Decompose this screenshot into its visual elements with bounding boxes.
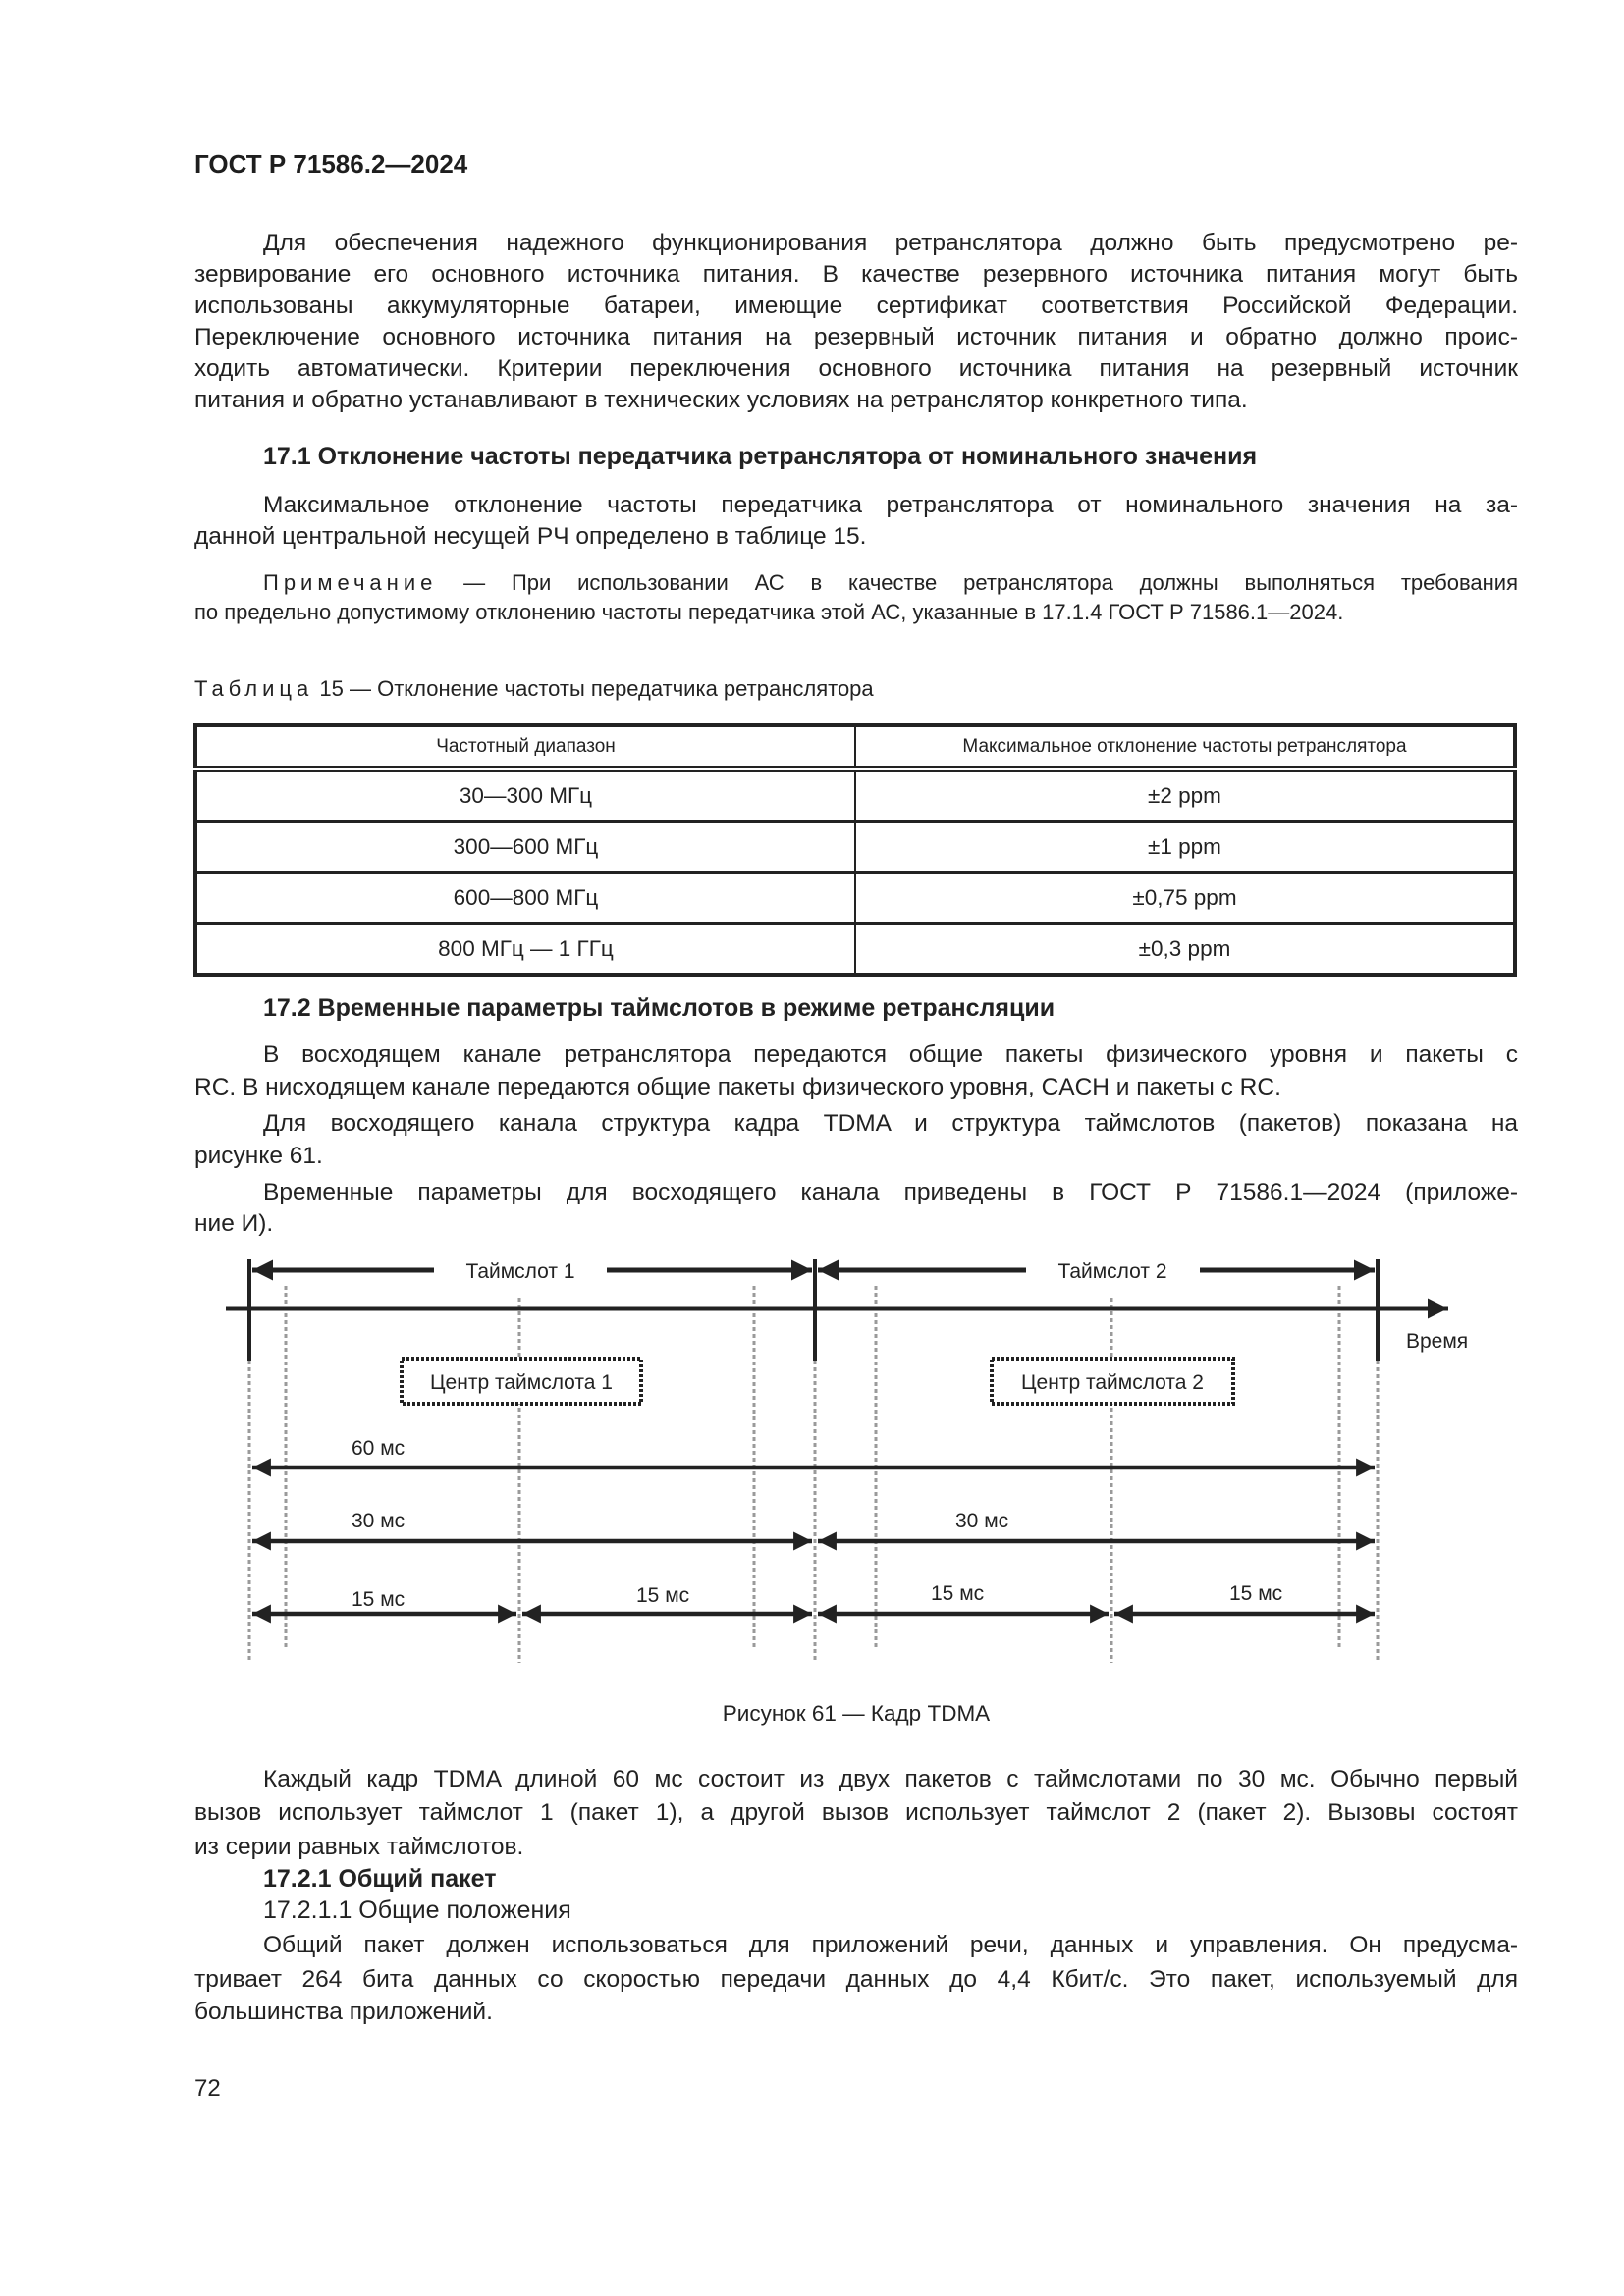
timeslot2-label: Таймслот 2 bbox=[1057, 1260, 1167, 1283]
paragraph-line: вызов использует таймслот 1 (пакет 1), а другой вызов использует таймслот 2 (пакет 2). Вызовы состоят bbox=[194, 1799, 1518, 1826]
figure-caption: Рисунок 61 — Кадр TDMA bbox=[722, 1701, 991, 1726]
paragraph-line: рисунке 61. bbox=[194, 1143, 323, 1169]
subsection-heading-17-2-1-1: 17.2.1.1 Общие положения bbox=[263, 1896, 571, 1924]
paragraph-line: зервирование его основного источника питания. В качестве резервного источника питания могут быть bbox=[194, 261, 1518, 288]
table-cell: 30—300 МГц bbox=[195, 769, 855, 822]
paragraph-line: из серии равных таймслотов. bbox=[194, 1834, 524, 1860]
section-heading-17-1: 17.1 Отклонение частоты передатчика ретранслятора от номинального значения bbox=[263, 443, 1258, 470]
center1-label: Центр таймслота 1 bbox=[430, 1371, 613, 1394]
paragraph-line: тривает 264 бита данных со скоростью передачи данных до 4,4 Кбит/с. Это пакет, используемый для bbox=[194, 1966, 1518, 1993]
column-header: Максимальное отклонение частоты ретранслятора bbox=[855, 725, 1515, 769]
slot1-30ms-label: 30 мс bbox=[352, 1510, 406, 1532]
paragraph-line: Максимальное отклонение частоты передатчика ретранслятора от номинального значения на за- bbox=[263, 492, 1518, 518]
page-number: 72 bbox=[194, 2075, 221, 2102]
table-cell: 800 МГц — 1 ГГц bbox=[195, 924, 855, 976]
document-id-header: ГОСТ Р 71586.2—2024 bbox=[194, 149, 468, 179]
slot2-30ms-label: 30 мс bbox=[955, 1510, 1009, 1532]
note-line: по предельно допустимому отклонению частоты передатчика этой АС, указанные в 17.1.4 ГОСТ Р 71586.1—2024. bbox=[194, 600, 1344, 624]
center2-label: Центр таймслота 2 bbox=[1021, 1371, 1204, 1394]
table-cell: ±0,3 ppm bbox=[855, 924, 1515, 976]
paragraph-line: Общий пакет должен использоваться для приложений речи, данных и управления. Он предусма- bbox=[263, 1932, 1518, 1958]
subsection-heading-17-2-1: 17.2.1 Общий пакет bbox=[263, 1865, 497, 1893]
quarter2-15ms-label: 15 мс bbox=[636, 1584, 690, 1607]
table-cell: 600—800 МГц bbox=[195, 873, 855, 924]
timeslot1-label: Таймслот 1 bbox=[465, 1260, 575, 1283]
quarter4-15ms-label: 15 мс bbox=[1229, 1582, 1283, 1605]
paragraph-line: ние И). bbox=[194, 1210, 274, 1237]
paragraph-line: использованы аккумуляторные батареи, имеющие сертификат соответствия Российской Федерации. bbox=[194, 293, 1518, 319]
quarter3-15ms-label: 15 мс bbox=[931, 1582, 985, 1605]
table-caption-text: 15 — Отклонение частоты передатчика ретранслятора bbox=[319, 676, 874, 701]
paragraph-line: Переключение основного источника питания на резервный источник питания и обратно должно проис- bbox=[194, 324, 1518, 350]
table-cell: 300—600 МГц bbox=[195, 822, 855, 873]
section-heading-17-2: 17.2 Временные параметры таймслотов в режиме ретрансляции bbox=[263, 994, 1056, 1022]
table-cell: ±2 ppm bbox=[855, 769, 1515, 822]
paragraph-line: большинства приложений. bbox=[194, 1999, 493, 2025]
table-caption-label: Таблица bbox=[194, 676, 314, 701]
note-label: Примечание bbox=[263, 570, 438, 595]
paragraph-line: Для восходящего канала структура кадра TDMA и структура таймслотов (пакетов) показана на bbox=[263, 1110, 1518, 1137]
paragraph-line: Временные параметры для восходящего канала приведены в ГОСТ Р 71586.1—2024 (приложе- bbox=[263, 1179, 1518, 1205]
paragraph-line: Для обеспечения надежного функционирования ретранслятора должно быть предусмотрено ре- bbox=[263, 230, 1518, 256]
note-text: — При использовании АС в качестве ретранслятора должны выполняться требования bbox=[437, 570, 1518, 595]
frame-60ms-label: 60 мс bbox=[352, 1437, 406, 1460]
table-cell: ±1 ppm bbox=[855, 822, 1515, 873]
paragraph-line: RC. В нисходящем канале передаются общие пакеты физического уровня, CACH и пакеты с RC. bbox=[194, 1074, 1281, 1100]
column-header: Частотный диапазон bbox=[195, 725, 855, 769]
quarter1-15ms-label: 15 мс bbox=[352, 1588, 406, 1611]
paragraph-line: данной центральной несущей РЧ определено в таблице 15. bbox=[194, 523, 867, 550]
time-axis-label: Время bbox=[1406, 1330, 1469, 1353]
paragraph-line: Каждый кадр TDMA длиной 60 мс состоит из двух пакетов с таймслотами по 30 мс. Обычно первый bbox=[263, 1766, 1518, 1792]
table-cell: ±0,75 ppm bbox=[855, 873, 1515, 924]
paragraph-line: В восходящем канале ретранслятора передаются общие пакеты физического уровня и пакеты с bbox=[263, 1041, 1518, 1068]
paragraph-line: питания и обратно устанавливают в технических условиях на ретранслятор конкретного типа. bbox=[194, 387, 1248, 413]
paragraph-line: ходить автоматически. Критерии переключения основного источника питания на резервный источник bbox=[194, 355, 1518, 382]
